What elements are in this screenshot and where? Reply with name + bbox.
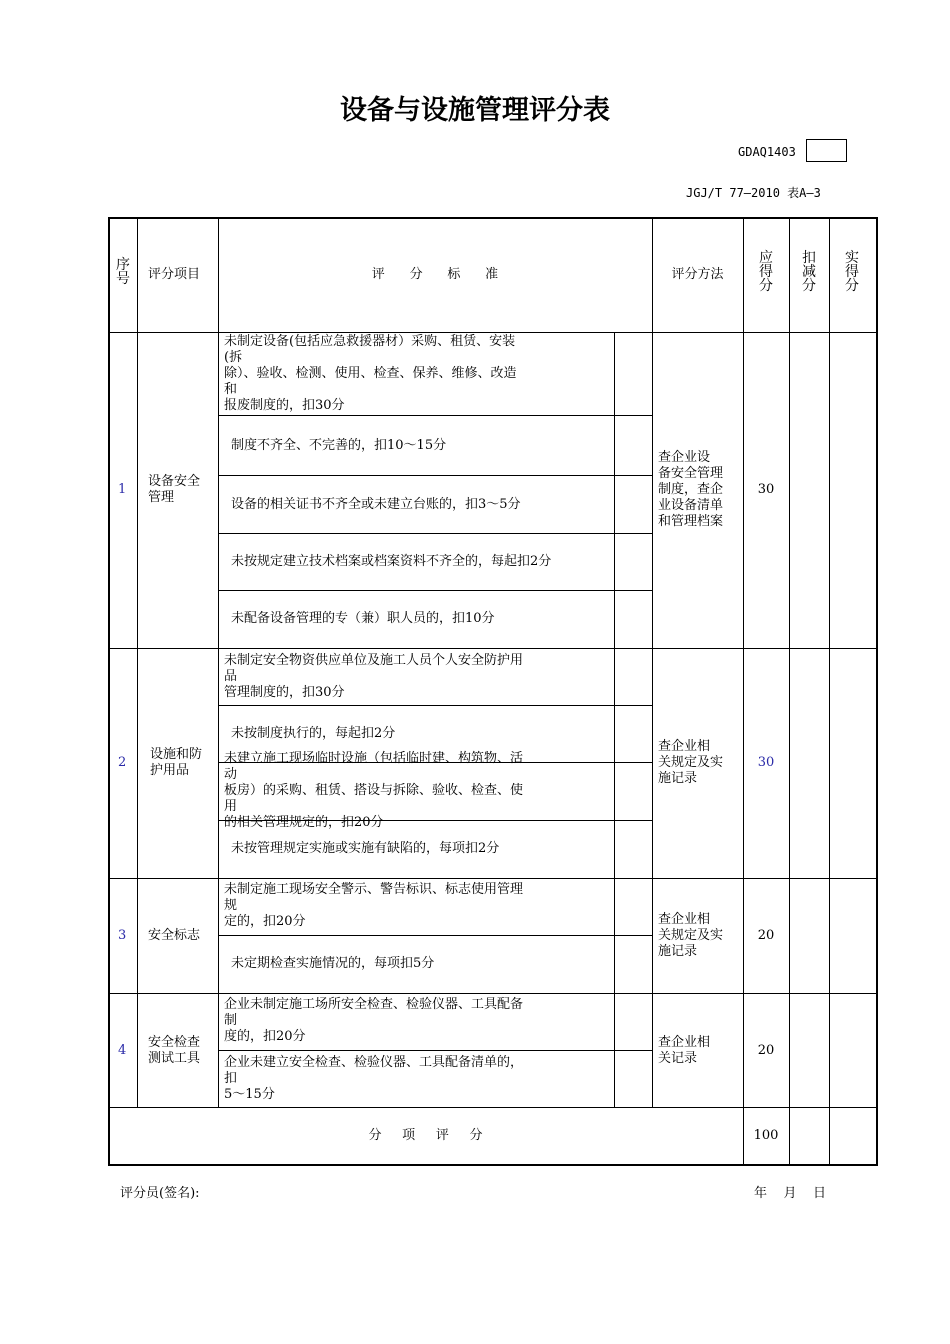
criteria-2-3: 未建立施工现场临时设施（包括临时建、构筑物、活 动 板房）的采购、租赁、搭设与拆除、验收、检查、使 用 的相关管理规定的，扣20分 [224, 751, 524, 830]
header-method: 评分方法 [671, 267, 724, 282]
criteria-1-1: 未制定设备(包括应急救援器材）采购、租赁、安装 (拆 除）、验收、检测、使用、检查、保养、维修、改造 和 报废制度的，扣30分 [224, 334, 517, 413]
date-label: 年 月 日 [754, 1186, 827, 1201]
score-1: 30 [757, 482, 775, 497]
subtotal-deduct-cell[interactable] [790, 1108, 829, 1164]
rater-signature-label: 评分员(签名): [120, 1186, 200, 1201]
seq-1: 1 [118, 482, 127, 497]
header-item: 评分项目 [148, 267, 201, 282]
criteria-2-2: 未按制度执行的，每起扣2分 [231, 726, 396, 741]
seq-2: 2 [118, 755, 127, 770]
criteria-1-5: 未配备设备管理的专（兼）职人员的，扣10分 [231, 611, 495, 626]
header-seq: 序 号 [116, 257, 130, 287]
score-4: 20 [757, 1043, 775, 1058]
header-deduct: 扣 减 分 [802, 250, 816, 294]
header-criteria: 评 分 标 准 [371, 267, 499, 282]
criteria-1-3: 设备的相关证书不齐全或未建立台账的，扣3～5分 [231, 497, 521, 512]
method-2: 查企业相 关规定及实 施记录 [658, 739, 724, 786]
item-4: 安全检查 测试工具 [148, 1035, 201, 1066]
subtotal-label: 分 项 评 分 [368, 1128, 483, 1143]
criteria-3-2: 未定期检查实施情况的，每项扣5分 [231, 956, 435, 971]
method-3: 查企业相 关规定及实 施记录 [658, 912, 724, 959]
page-title: 设备与设施管理评分表 [340, 95, 610, 126]
standard-reference: JGJ/T 77—2010 表A—3 [686, 186, 821, 200]
form-code-box[interactable] [806, 139, 847, 162]
subtotal-score: 100 [753, 1128, 779, 1143]
score-3: 20 [757, 928, 775, 943]
header-actual: 实 得 分 [845, 250, 859, 294]
criteria-1-2: 制度不齐全、不完善的，扣10～15分 [231, 438, 447, 453]
score-2: 30 [757, 755, 775, 770]
item-2: 设施和防 护用品 [150, 747, 203, 778]
method-1: 查企业设 备安全管理 制度，查企 业设备清单 和管理档案 [658, 450, 724, 529]
criteria-2-4: 未按管理规定实施或实施有缺陷的，每项扣2分 [231, 841, 500, 856]
criteria-1-4: 未按规定建立技术档案或档案资料不齐全的，每起扣2分 [231, 554, 552, 569]
item-3: 安全标志 [148, 928, 201, 943]
method-4: 查企业相 关记录 [658, 1035, 711, 1066]
criteria-4-2: 企业未建立安全检查、检验仪器、工具配备清单的， 扣 5～15分 [224, 1055, 524, 1102]
criteria-2-3-clip [219, 751, 614, 830]
header-should: 应 得 分 [759, 250, 773, 294]
criteria-4-1: 企业未制定施工场所安全检查、检验仪器、工具配备 制 度的，扣20分 [224, 997, 524, 1044]
seq-3: 3 [118, 928, 127, 943]
form-code: GDAQ1403 [738, 145, 796, 159]
criteria-2-1: 未制定安全物资供应单位及施工人员个人安全防护用 品 管理制度的，扣30分 [224, 653, 524, 700]
subtotal-actual-cell[interactable] [830, 1108, 876, 1164]
seq-4: 4 [118, 1043, 127, 1058]
item-1: 设备安全 管理 [148, 474, 201, 505]
criteria-3-1: 未制定施工现场安全警示、警告标识、标志使用管理 规 定的，扣20分 [224, 882, 524, 929]
